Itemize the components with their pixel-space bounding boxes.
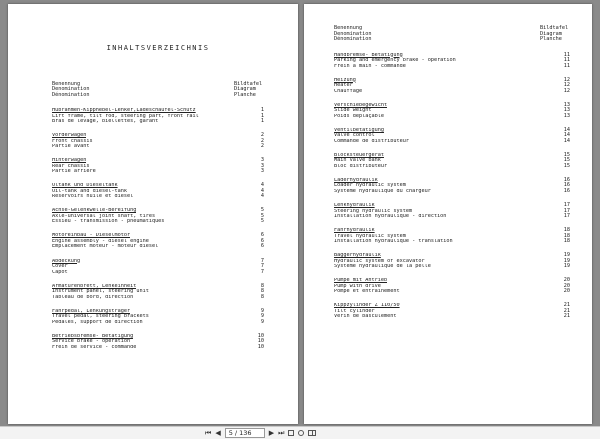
header-plate-column: Bildtafel Diagram Planche <box>234 80 263 98</box>
toc-entry-plate-number: 6 <box>260 232 264 239</box>
toc-entry-plate-number: 19 <box>563 257 570 264</box>
toc-entry-plate-number: 3 <box>260 157 264 164</box>
toc-entry[interactable] <box>334 289 570 295</box>
toc-group <box>52 334 264 351</box>
toc-group <box>52 183 264 200</box>
toc-group <box>52 309 264 326</box>
toc-entry-plate-number: 7 <box>260 257 264 264</box>
right-page <box>304 4 592 424</box>
toc-entry[interactable] <box>334 264 570 270</box>
toc-entry-text: Vorderwagen <box>52 133 87 139</box>
toc-entry[interactable] <box>334 164 570 170</box>
toc-entry-plate-number: 5 <box>260 212 264 219</box>
toc-entry-text: Tableau de bord, direction <box>52 294 134 300</box>
toc-group <box>52 233 264 250</box>
toc-group <box>52 208 264 225</box>
toc-entry-text: Instrument panel, steering unit <box>52 289 149 295</box>
toc-entry-plate-number: 12 <box>563 87 570 94</box>
toc-entry[interactable] <box>334 239 570 245</box>
toc-group <box>52 108 264 125</box>
toc-entry-text: Lift frame, tilt rod, steering part, front rail <box>52 113 199 119</box>
page-number-field[interactable]: 5 / 136 <box>225 428 265 438</box>
toc-entry-plate-number: 7 <box>260 263 264 270</box>
toc-entry-plate-number: 20 <box>563 288 570 295</box>
last-page-button[interactable]: ⏭ <box>278 428 285 437</box>
toc-entry-text: Betriebsbremse- Betätigung <box>52 333 134 339</box>
toc-entry-plate-number: 8 <box>260 288 264 295</box>
toc-entry-plate-number: 13 <box>563 101 570 108</box>
toc-entry-text: Système hydraulique du chargeur <box>334 188 431 194</box>
toc-entry-text: Lenkhydraulik <box>334 203 375 209</box>
toc-entry-plate-number: 11 <box>563 62 570 69</box>
toc-entry-text: Frein de service - commande <box>52 344 137 350</box>
toc-entry-plate-number: 15 <box>563 162 570 169</box>
toc-entry-plate-number: 14 <box>563 137 570 144</box>
toc-entry-plate-number: 2 <box>260 132 264 139</box>
toc-entry-text: Axle-universal joint shaft, tires <box>52 213 156 219</box>
toc-header <box>334 26 570 43</box>
toc-entry[interactable] <box>52 270 264 276</box>
toc-entry-text: Vérin de basculement <box>334 314 397 320</box>
toc-entry-plate-number: 13 <box>563 107 570 114</box>
toc-group <box>334 303 570 320</box>
toc-entry[interactable] <box>52 244 264 250</box>
toc-entry-text: Service brake - operation <box>52 339 131 345</box>
toc-entries <box>334 53 570 320</box>
toc-entry-text: Système hydraulique de la pelle <box>334 264 431 270</box>
toc-entry-plate-number: 18 <box>563 232 570 239</box>
toc-title: INHALTSVERZEICHNIS <box>106 44 210 52</box>
toc-entry-text: Abdeckung <box>52 258 81 264</box>
toc-group <box>334 78 570 95</box>
toc-entry-text: Armaturenbrett, Lenkeinheit <box>52 283 137 289</box>
header-plate-column: Bildtafel Diagram Planche <box>540 25 569 42</box>
zoom-icon[interactable] <box>298 430 304 436</box>
toc-entry-text: Heater <box>334 83 353 89</box>
toc-entry-text: Hinterwagen <box>52 158 87 164</box>
toc-entry-text: Blocksteuergerät <box>334 152 384 158</box>
toc-entry-text: Cover <box>52 264 68 270</box>
toc-entry-text: Handbremse- Betätigung <box>334 52 403 58</box>
toc-entry-text: Tilt cylinder <box>334 308 375 314</box>
toc-entry-text: Achse-Gelenkwelle-Bereifung <box>52 208 137 214</box>
toc-entry-plate-number: 20 <box>563 277 570 284</box>
toc-entry-text: Rear chassis <box>52 163 90 169</box>
toc-entry-plate-number: 17 <box>563 202 570 209</box>
toc-group <box>334 228 570 245</box>
toc-entry-plate-number: 11 <box>563 57 570 63</box>
toc-group <box>334 103 570 120</box>
toc-entry-plate-number: 15 <box>563 151 570 158</box>
toc-entry-plate-number: 21 <box>563 313 570 320</box>
toc-entry[interactable] <box>52 194 264 200</box>
toc-entry-plate-number: 1 <box>260 107 264 113</box>
toc-entry-text: Partie avant <box>52 144 90 150</box>
toc-entry[interactable] <box>334 214 570 220</box>
toc-entry-text: Pédales, support de direction <box>52 319 143 325</box>
toc-entry[interactable] <box>334 64 570 70</box>
toc-entry[interactable] <box>334 89 570 95</box>
toc-entry-text: Frein à main - commande <box>334 63 406 69</box>
toc-group <box>334 128 570 145</box>
toc-entry-plate-number: 18 <box>563 238 570 245</box>
toc-entry[interactable] <box>52 295 264 301</box>
toc-entry-text: Engine assembly - diesel engine <box>52 238 149 244</box>
toc-entry-text: Poids déplaçable <box>334 113 384 119</box>
toc-entry-plate-number: 3 <box>260 162 264 169</box>
toc-entry-text: Fahrhydraulik <box>334 228 375 234</box>
toc-entry-text: Baggerhydraulik <box>334 253 381 259</box>
toc-group <box>52 259 264 276</box>
toc-entry-text: Heizung <box>334 77 356 83</box>
toc-group <box>334 178 570 195</box>
left-page <box>8 4 298 424</box>
toc-entry-text: Réservoirs huile et diesel <box>52 194 134 200</box>
toc-entry-text: Bloc distributeur <box>334 163 388 169</box>
toc-group <box>334 153 570 170</box>
toc-entry-text: Installation hydraulique - translation <box>334 239 453 245</box>
toc-entry[interactable] <box>52 119 264 125</box>
toc-entry-plate-number: 5 <box>260 207 264 214</box>
toc-entry-text: Essieu - transmission - pneumatiques <box>52 219 165 225</box>
toc-entry-text: Oil-tank and diesel-tank <box>52 188 127 194</box>
toc-entry-plate-number: 19 <box>563 263 570 270</box>
toc-entry-plate-number: 10 <box>257 338 264 345</box>
toc-entry-plate-number: 1 <box>260 118 264 124</box>
toc-entry-plate-number: 20 <box>563 282 570 289</box>
toc-entry-plate-number: 4 <box>260 193 264 200</box>
toc-entry-plate-number: 14 <box>563 126 570 133</box>
toc-entry-plate-number: 2 <box>260 143 264 150</box>
toc-entry-text: Emplacement moteur - moteur diesel <box>52 244 159 250</box>
toc-entries <box>52 108 264 350</box>
toc-entry-text: Valve control <box>334 133 375 139</box>
previous-page-button[interactable]: ◀ <box>215 429 221 437</box>
toc-entry-text: Chauffage <box>334 88 363 94</box>
two-page-view-icon[interactable] <box>308 430 316 436</box>
toc-entry-text: Travel hydraulic system <box>334 233 406 239</box>
toc-entry-plate-number: 5 <box>260 218 264 225</box>
toc-entry-plate-number: 19 <box>563 252 570 259</box>
toc-entry-plate-number: 21 <box>563 307 570 314</box>
toc-entry-plate-number: 7 <box>260 268 264 275</box>
toc-entry-plate-number: 14 <box>563 132 570 139</box>
toc-entry-text: Slide weight <box>334 108 372 114</box>
toc-entry-text: Hydraulic system of excavator <box>334 258 425 264</box>
header-name-column: Benennung Denomination Dénomination <box>52 80 90 98</box>
next-page-button[interactable]: ▶ <box>268 429 275 437</box>
toc-entry-plate-number: 18 <box>563 227 570 234</box>
toc-entry-plate-number: 13 <box>563 112 570 119</box>
toc-entry[interactable] <box>334 114 570 120</box>
toc-entry-text: Pompe et entraînement <box>334 289 400 295</box>
toc-entry-text: Parking and emergency brake - operation <box>334 58 456 63</box>
toc-entry-plate-number: 17 <box>563 213 570 220</box>
toc-entry-plate-number: 1 <box>260 112 264 119</box>
toc-header <box>52 82 264 99</box>
toc-group <box>334 203 570 220</box>
toc-group <box>334 278 570 295</box>
toc-entry[interactable] <box>52 345 264 351</box>
toc-entry-text: Ventilbetätigung <box>334 127 384 133</box>
left-page-content <box>52 12 264 359</box>
toc-entry-plate-number: 9 <box>260 307 264 314</box>
toc-entry-text: Front chassis <box>52 138 93 144</box>
toc-entry[interactable] <box>334 139 570 145</box>
toc-entry-text: Motoreinbau - Dieselmotor <box>52 233 131 239</box>
toc-group <box>52 133 264 150</box>
toc-entry[interactable] <box>52 320 264 326</box>
toc-entry-text: Laderhydraulik <box>334 177 378 183</box>
toc-group <box>52 284 264 301</box>
toc-entry-text: Pump with drive <box>334 283 381 289</box>
right-page-content <box>334 26 570 329</box>
toc-entry-plate-number: 10 <box>257 332 264 339</box>
viewer-toolbar <box>0 426 600 439</box>
fit-page-icon[interactable] <box>288 430 294 436</box>
toc-entry-plate-number: 10 <box>257 343 264 350</box>
toc-entry-plate-number: 8 <box>260 293 264 300</box>
toc-entry-text: Travel pedal, steering brackets <box>52 314 149 320</box>
toc-entry-text: Loader hydraulic system <box>334 183 406 189</box>
toc-entry-plate-number: 21 <box>563 302 570 309</box>
toc-entry-plate-number: 4 <box>260 182 264 189</box>
toc-entry-text: Öltank und Dieseltank <box>52 183 118 189</box>
toc-entry-plate-number: 8 <box>260 282 264 289</box>
toc-entry[interactable] <box>334 314 570 320</box>
toc-entry-text: Main valve bank <box>334 158 381 164</box>
toc-group <box>334 53 570 70</box>
toc-entry-plate-number: 16 <box>563 182 570 189</box>
toc-entry-plate-number: 6 <box>260 237 264 244</box>
toc-entry-text: Installation hydraulique - direction <box>334 214 447 220</box>
toc-entry-plate-number: 16 <box>563 176 570 183</box>
toc-entry-text: Kippzylinder Z 110/50 <box>334 303 400 309</box>
toc-entry-plate-number: 9 <box>260 313 264 320</box>
toc-entry[interactable] <box>334 189 570 195</box>
toc-entry-plate-number: 16 <box>563 187 570 194</box>
toc-group <box>52 158 264 175</box>
toc-entry-text: Steering hydraulic system <box>334 208 413 214</box>
toc-entry-text: Bras de levage, biellettes, garant <box>52 119 159 124</box>
toc-entry[interactable] <box>52 219 264 225</box>
toc-entry-plate-number: 2 <box>260 137 264 144</box>
toc-entry-text: Partie arrière <box>52 169 96 175</box>
toc-group <box>334 253 570 270</box>
toc-entry-plate-number: 3 <box>260 168 264 175</box>
toc-entry-plate-number: 6 <box>260 243 264 250</box>
toc-entry-plate-number: 9 <box>260 318 264 325</box>
toc-entry-text: Hubrahmen-Kipphebel-Lenker,Ladeschaufel-Schutz <box>52 108 196 113</box>
toc-entry-plate-number: 12 <box>563 76 570 83</box>
toc-entry-text: Capot <box>52 269 68 275</box>
toc-entry-text: Pumpe mit Antrieb <box>334 278 388 284</box>
toc-entry[interactable] <box>52 169 264 175</box>
toc-entry[interactable] <box>52 144 264 150</box>
toc-entry-text: Fahrpedal, Lenkungsträger <box>52 308 131 314</box>
toc-entry-plate-number: 17 <box>563 207 570 214</box>
toc-entry-plate-number: 15 <box>563 157 570 164</box>
toc-entry-plate-number: 11 <box>563 51 570 58</box>
toc-entry-text: Verschiebegewicht <box>334 102 388 108</box>
toc-entry-plate-number: 4 <box>260 187 264 194</box>
toc-entry-plate-number: 12 <box>563 82 570 89</box>
first-page-button[interactable]: ⏮ <box>205 428 212 437</box>
toc-entry-text: Commande de distributeur <box>334 138 409 144</box>
header-name-column: Benennung Denomination Dénomination <box>334 25 372 42</box>
